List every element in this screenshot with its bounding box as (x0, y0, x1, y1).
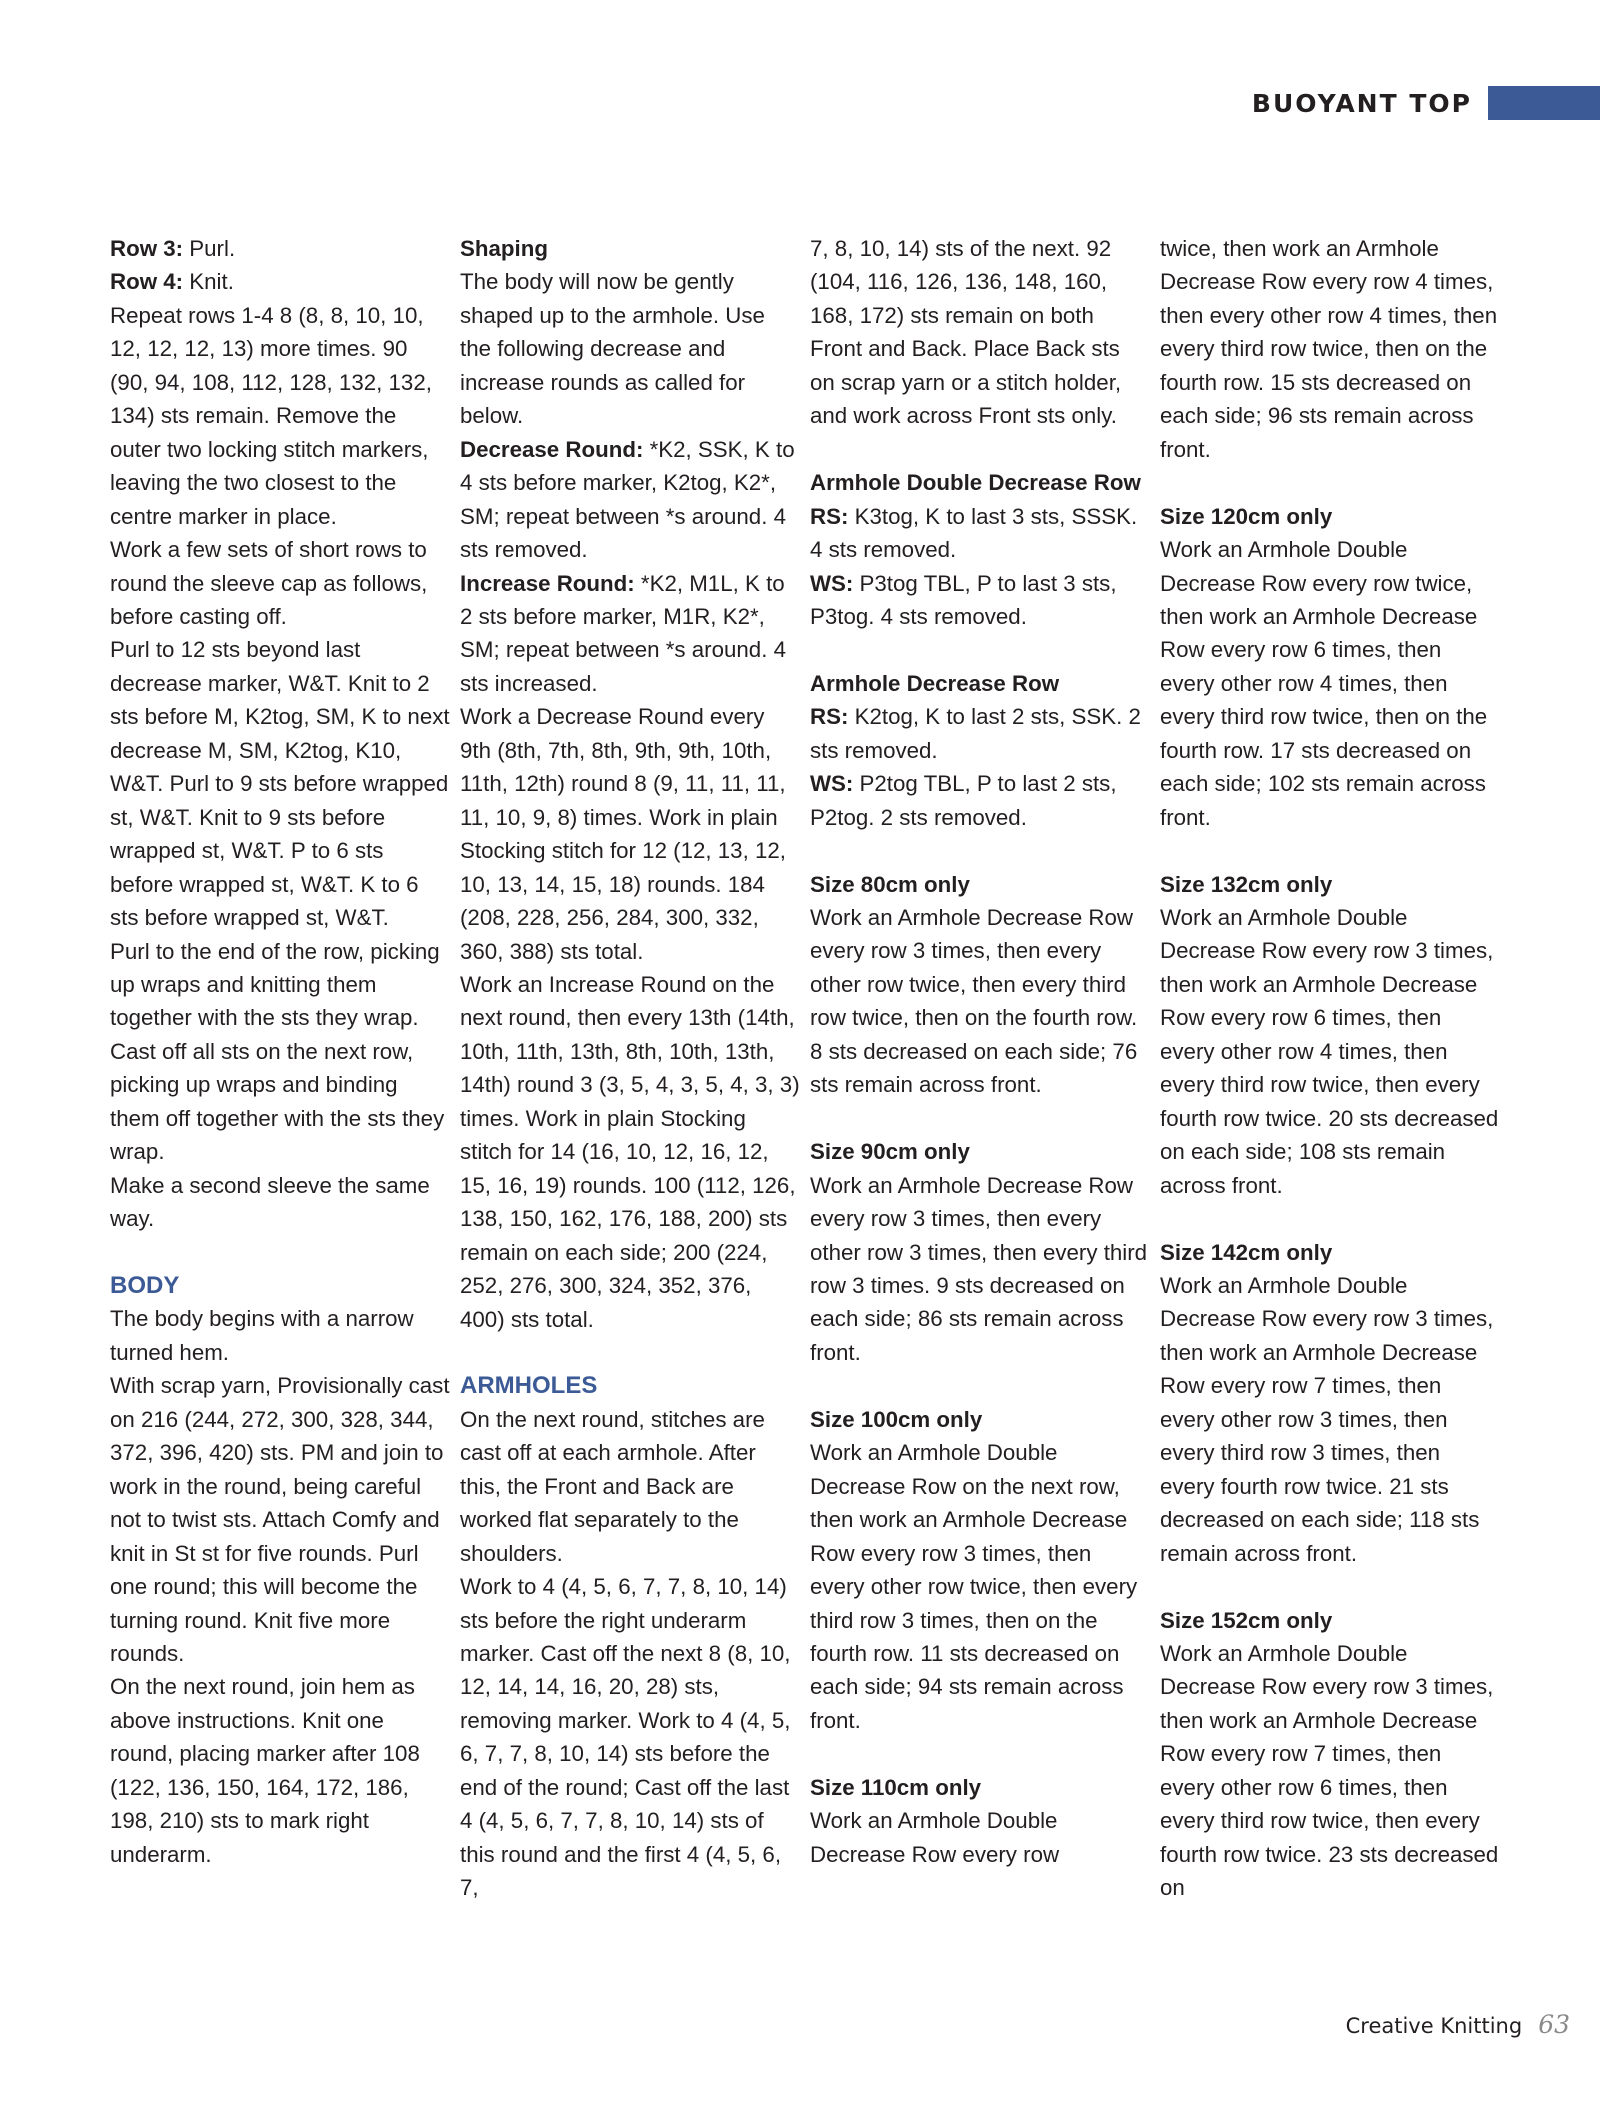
paragraph: Repeat rows 1-4 8 (8, 8, 10, 10, 12, 12, 12, 13) more times. 90 (90, 94, 108, 112, 128, 132, 132, 134) sts remain. Remove the outer two locking stitch markers, leaving the two closest to the centre marker in place. (110, 302, 432, 529)
term-text: *K2, SSK, K to 4 sts before marker, K2tog, K2*, SM; repeat between *s around. 4 sts removed. (460, 436, 795, 563)
spacer (810, 1737, 1150, 1770)
text-column-3 (810, 232, 1150, 1871)
subheading-size-132 (1160, 868, 1500, 901)
row-label: Row 4: (110, 269, 184, 295)
paragraph: Work an Armhole Double Decrease Row every row 3 times, then work an Armhole Decrease Row every row 7 times, then every other row 3 times, then every third row 3 times, then every fourth row twice. 21 sts decreased on each side; 118 sts remain across front. (1160, 1273, 1494, 1566)
paragraph (110, 265, 450, 298)
spacer (810, 834, 1150, 867)
paragraph: With scrap yarn, Provisionally cast on 216 (244, 272, 300, 328, 344, 372, 396, 420) sts. PM and join to work in the round, being careful not to twist sts. Attach Comfy and knit in St st for five rounds. Purl one round; this will become the turning round. Knit five more rounds. (110, 1373, 450, 1667)
page-number: 63 (1538, 2010, 1570, 2039)
paragraph (810, 700, 1150, 767)
paragraph (460, 567, 800, 701)
spacer (1160, 1202, 1500, 1235)
subheading-size-100 (810, 1403, 1150, 1436)
paragraph: Work an Armhole Double Decrease Row every row (810, 1808, 1060, 1867)
page-title: BUOYANT TOP (1251, 88, 1472, 118)
subheading-text: Size 132cm only (1160, 871, 1333, 897)
paragraph (810, 767, 1150, 834)
paragraph: Work an Armhole Double Decrease Row every row twice, then work an Armhole Decrease Row every row 6 times, then every other row 4 times, then every third row twice, then on the fourth row. 17 sts decreased on each side; 102 sts remain across front. (1160, 537, 1488, 830)
subheading-text: Size 110cm only (810, 1774, 982, 1800)
subheading-shaping (460, 232, 800, 265)
side-label: WS: (810, 570, 854, 596)
paragraph: Make a second sleeve the same way. (110, 1172, 430, 1232)
section-heading-armholes: ARMHOLES (460, 1372, 598, 1400)
paragraph: Work an Armhole Double Decrease Row every row 3 times, then work an Armhole Decrease Row every row 7 times, then every other row 6 times, then every third row twice, then every fourth row twice. 23 sts decreased on (1160, 1640, 1499, 1901)
paragraph: Work to 4 (4, 5, 6, 7, 7, 8, 10, 14) sts before the right underarm marker. Cast off the next 8 (8, 10, 12, 14, 14, 16, 20, 28) sts, removing marker. Work to 4 (4, 5, 6, 7, 7, 8, 10, 14) sts before the end of the round; Cast off the last 4 (4, 5, 6, 7, 7, 8, 10, 14) sts of this round and the first 4 (4, 5, 6, 7, (460, 1574, 791, 1901)
subheading-text: Size 100cm only (810, 1406, 983, 1432)
side-text: P3tog TBL, P to last 3 sts, P3tog. 4 sts removed. (810, 570, 1117, 629)
title-accent-bar (1488, 86, 1600, 120)
side-label: WS: (810, 771, 854, 797)
row-text: Purl. (183, 236, 236, 261)
spacer (110, 1236, 450, 1269)
paragraph: On the next round, stitches are cast off at each armhole. After this, the Front and Back are worked flat separately to the shoulders. (460, 1406, 765, 1566)
magazine-name: Creative Knitting (1345, 2014, 1523, 2038)
spacer (810, 1102, 1150, 1135)
paragraph: Cast off all sts on the next row, picking up wraps and binding them off together with the sts they wrap. (110, 1038, 445, 1165)
text-column-2 (460, 232, 800, 1905)
side-label: RS: (810, 704, 849, 730)
text-column-1 (110, 232, 450, 1871)
subheading-double-decrease (810, 466, 1150, 499)
paragraph: Work a Decrease Round every 9th (8th, 7th, 8th, 9th, 9th, 10th, 11th, 12th) round 8 (9, 11, 11, 11, 11, 10, 9, 8) times. Work in plain Stocking stitch for 12 (12, 13, 12, 10, 13, 14, 15, 18) rounds. 184 (208, 228, 256, 284, 300, 332, 360, 388) sts total. (460, 704, 786, 964)
paragraph: Work an Armhole Decrease Row every row 3 times, then every other row twice, then every third row twice, then on the fourth row. 8 sts decreased on each side; 76 sts remain across front. (810, 905, 1138, 1098)
spacer (810, 433, 1150, 466)
term-label: Increase Round: (460, 570, 635, 596)
paragraph (460, 433, 800, 567)
subheading-size-120 (1160, 500, 1500, 533)
paragraph: On the next round, join hem as above instructions. Knit one round, placing marker after 108 (122, 136, 150, 164, 172, 186, 198, 210) sts to mark right underarm. (110, 1674, 420, 1867)
subheading-text: Armhole Double Decrease Row (810, 470, 1141, 496)
paragraph: 7, 8, 10, 14) sts of the next. 92 (104, 116, 126, 136, 148, 160, 168, 172) sts remain on both Front and Back. Place Back sts on scrap yarn or a stitch holder, and work across Front sts only. (810, 236, 1122, 429)
page-footer (1346, 2010, 1570, 2039)
subheading-size-90 (810, 1135, 1150, 1168)
subheading-text: Size 142cm only (1160, 1239, 1333, 1265)
spacer (810, 1369, 1150, 1402)
spacer (460, 1336, 800, 1369)
subheading-text: Size 120cm only (1160, 503, 1333, 529)
paragraph: Purl to 12 sts beyond last decrease marker, W&T. Knit to 2 sts before M, K2tog, SM, K to next decrease M, SM, K2tog, K10, W&T. Purl to 9 sts before wrapped st, W&T. Knit to 9 sts before wrapped st, W&T. P to 6 sts before wrapped st, W&T. K to 6 sts before wrapped st, W&T. (110, 637, 450, 931)
section-heading-body: BODY (110, 1272, 180, 1300)
subheading-size-142 (1160, 1236, 1500, 1269)
paragraph: Work an Armhole Double Decrease Row on the next row, then work an Armhole Decrease Row every row 3 times, then every other row twice, then every third row 3 times, then on the fourth row. 11 sts decreased on each side; 94 sts remain across front. (810, 1440, 1138, 1733)
subheading-size-110 (810, 1771, 1150, 1804)
paragraph (110, 232, 450, 265)
paragraph: Work a few sets of short rows to round the sleeve cap as follows, before casting off. (110, 537, 428, 629)
subheading-text: Size 152cm only (1160, 1607, 1333, 1633)
paragraph (810, 567, 1150, 634)
subheading-text: Size 80cm only (810, 871, 970, 897)
side-text: P2tog TBL, P to last 2 sts, P2tog. 2 sts removed. (810, 771, 1117, 830)
subheading-text: Armhole Decrease Row (810, 670, 1060, 696)
paragraph: Work an Armhole Double Decrease Row every row 3 times, then work an Armhole Decrease Row every row 6 times, then every other row 4 times, then every third row twice, then every fourth row twice. 20 sts decreased on each side; 108 sts remain across front. (1160, 905, 1499, 1198)
side-label: RS: (810, 503, 849, 529)
spacer (1160, 1570, 1500, 1603)
paragraph: Work an Increase Round on the next round, then every 13th (14th, 10th, 11th, 13th, 8th, 10th, 13th, 14th) round 3 (3, 5, 4, 3, 5, 4, 3, 3) times. Work in plain Stocking stitch for 14 (16, 10, 12, 16, 12, 15, 16, 19) rounds. 100 (112, 126, 138, 150, 162, 176, 188, 200) sts remain on each side; 200 (224, 252, 276, 300, 324, 352, 376, 400) sts total. (460, 971, 800, 1332)
paragraph: Purl to the end of the row, picking up wraps and knitting them together with the sts they wrap. (110, 938, 440, 1031)
subheading-size-80 (810, 868, 1150, 901)
spacer (810, 633, 1150, 666)
row-text: Knit. (183, 269, 234, 295)
paragraph: Work an Armhole Decrease Row every row 3 times, then every other row 3 times, then every third row 3 times. 9 sts decreased on each side; 86 sts remain across front. (810, 1172, 1148, 1365)
subheading-text: Size 90cm only (810, 1139, 970, 1165)
spacer (1160, 466, 1500, 499)
side-text: K2tog, K to last 2 sts, SSK. 2 sts removed. (810, 704, 1141, 763)
spacer (1160, 834, 1500, 867)
paragraph: The body will now be gently shaped up to the armhole. Use the following decrease and increase rounds as called for below. (460, 269, 765, 429)
subheading-text: Shaping (460, 236, 548, 261)
paragraph: twice, then work an Armhole Decrease Row every row 4 times, then every other row 4 times, then every third row twice, then on the fourth row. 15 sts decreased on each side; 96 sts remain across front. (1160, 236, 1498, 462)
row-label: Row 3: (110, 236, 184, 261)
subheading-decrease (810, 667, 1150, 700)
paragraph: The body begins with a narrow turned hem. (110, 1306, 414, 1365)
side-text: K3tog, K to last 3 sts, SSSK. 4 sts removed. (810, 503, 1138, 563)
page-header (1252, 86, 1600, 120)
subheading-size-152 (1160, 1604, 1500, 1637)
term-text: *K2, M1L, K to 2 sts before marker, M1R, K2*, SM; repeat between *s around. 4 sts increased. (460, 570, 786, 696)
text-column-4 (1160, 232, 1500, 1905)
paragraph (810, 500, 1150, 567)
term-label: Decrease Round: (460, 436, 644, 462)
